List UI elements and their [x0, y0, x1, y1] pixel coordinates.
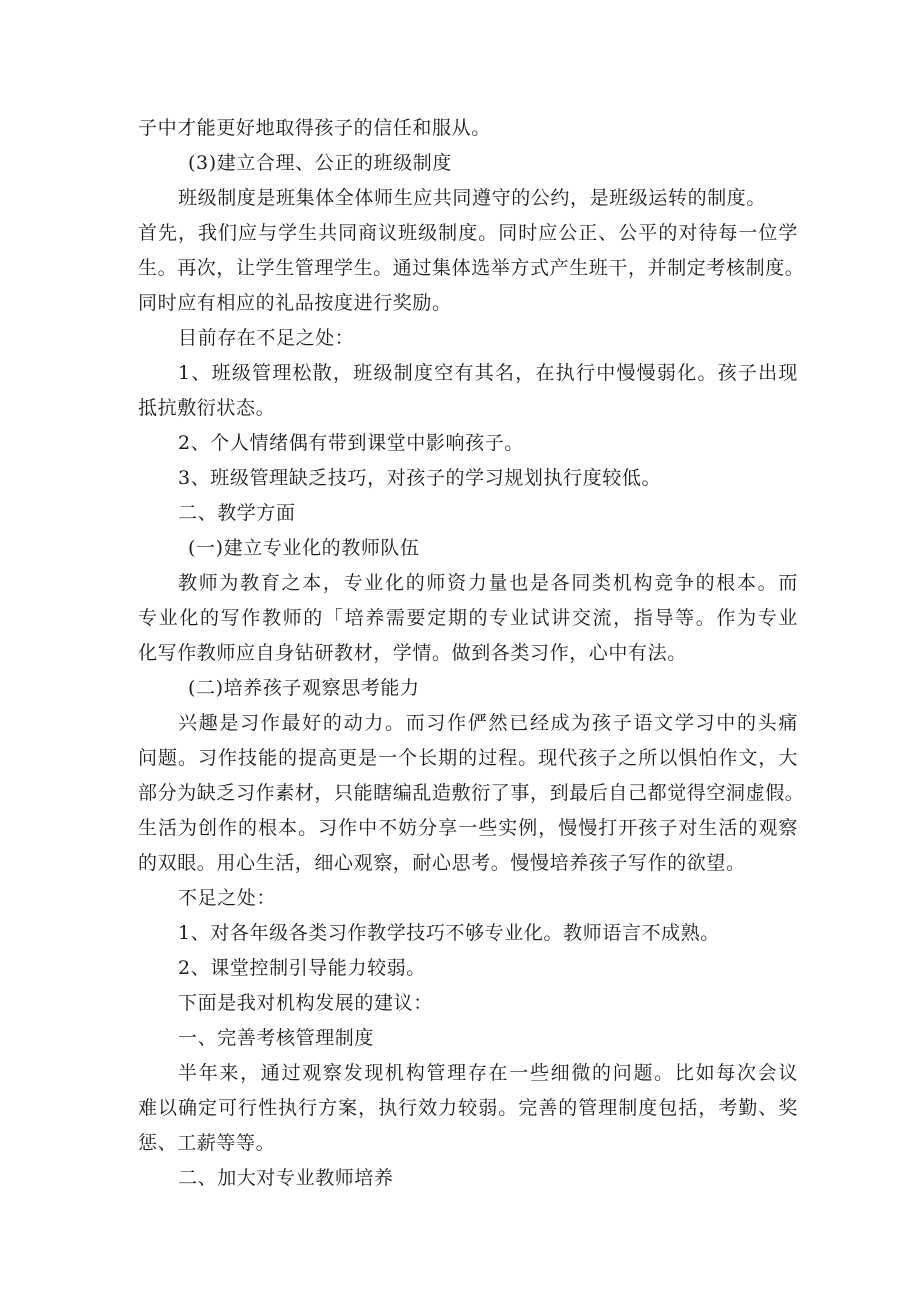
text-line: 同时应有相应的礼品按度进行奖励。 — [138, 292, 452, 314]
text-line: 目前存在不足之处： — [178, 327, 355, 349]
list-item: 1、班级管理松散，班级制度空有其名，在执行中慢慢弱化。孩子出现 — [178, 362, 798, 384]
text-line: 首先，我们应与学生共同商议班级制度。同时应公正、公平的对待每一位学 — [138, 222, 798, 244]
text-line: 兴趣是习作最好的动力。而习作俨然已经成为孩子语文学习中的头痛 — [178, 712, 798, 734]
section-heading: 一、完善考核管理制度 — [178, 1027, 375, 1049]
section-heading: 二、教学方面 — [178, 502, 296, 524]
section-heading: (二)培养孩子观察思考能力 — [188, 677, 420, 699]
list-item: 2、个人情绪偶有带到课堂中影响孩子。 — [178, 432, 524, 454]
text-line: 不足之处： — [178, 887, 277, 909]
text-line: 班级制度是班集体全体师生应共同遵守的公约，是班级运转的制度。 — [178, 187, 767, 209]
text-line: 化写作教师应自身钻研教材，学情。做到各类习作，心中有法。 — [138, 642, 687, 664]
text-line: 下面是我对机构发展的建议： — [178, 992, 433, 1014]
section-heading: (一)建立专业化的教师队伍 — [188, 537, 420, 559]
text-line: 抵抗敷衍状态。 — [138, 397, 276, 419]
text-line: 部分为缺乏习作素材，只能瞎编乱造敷衍了事，到最后自己都觉得空洞虚假。 — [138, 782, 805, 804]
text-line: 子中才能更好地取得孩子的信任和服从。 — [138, 117, 491, 139]
text-line: 难以确定可行性执行方案，执行效力较弱。完善的管理制度包括，考勤、奖 — [138, 1097, 798, 1119]
text-line: 教师为教育之本，专业化的师资力量也是各同类机构竞争的根本。而 — [178, 572, 798, 594]
text-line: 生活为创作的根本。习作中不妨分享一些实例，慢慢打开孩子对生活的观察 — [138, 817, 798, 839]
text-line: 专业化的写作教师的「培养需要定期的专业试讲交流，指导等。作为专业 — [138, 607, 798, 629]
section-heading: 二、加大对专业教师培养 — [178, 1167, 394, 1189]
text-line: 的双眼。用心生活，细心观察，耐心思考。慢慢培养孩子写作的欲望。 — [138, 852, 746, 874]
text-line: 问题。习作技能的提高更是一个长期的过程。现代孩子之所以惧怕作文，大 — [138, 747, 798, 769]
text-line: 惩、工薪等等。 — [138, 1132, 276, 1154]
list-item: 3、班级管理缺乏技巧，对孩子的学习规划执行度较低。 — [178, 467, 662, 489]
section-heading: (3)建立合理、公正的班级制度 — [188, 152, 452, 174]
list-item: 1、对各年级各类习作教学技巧不够专业化。教师语言不成熟。 — [178, 922, 720, 944]
text-line: 半年来，通过观察发现机构管理存在一些细微的问题。比如每次会议 — [178, 1062, 798, 1084]
text-line: 生。再次，让学生管理学生。通过集体选举方式产生班干，并制定考核制度。 — [138, 257, 805, 279]
list-item: 2、课堂控制引导能力较弱。 — [178, 957, 426, 979]
